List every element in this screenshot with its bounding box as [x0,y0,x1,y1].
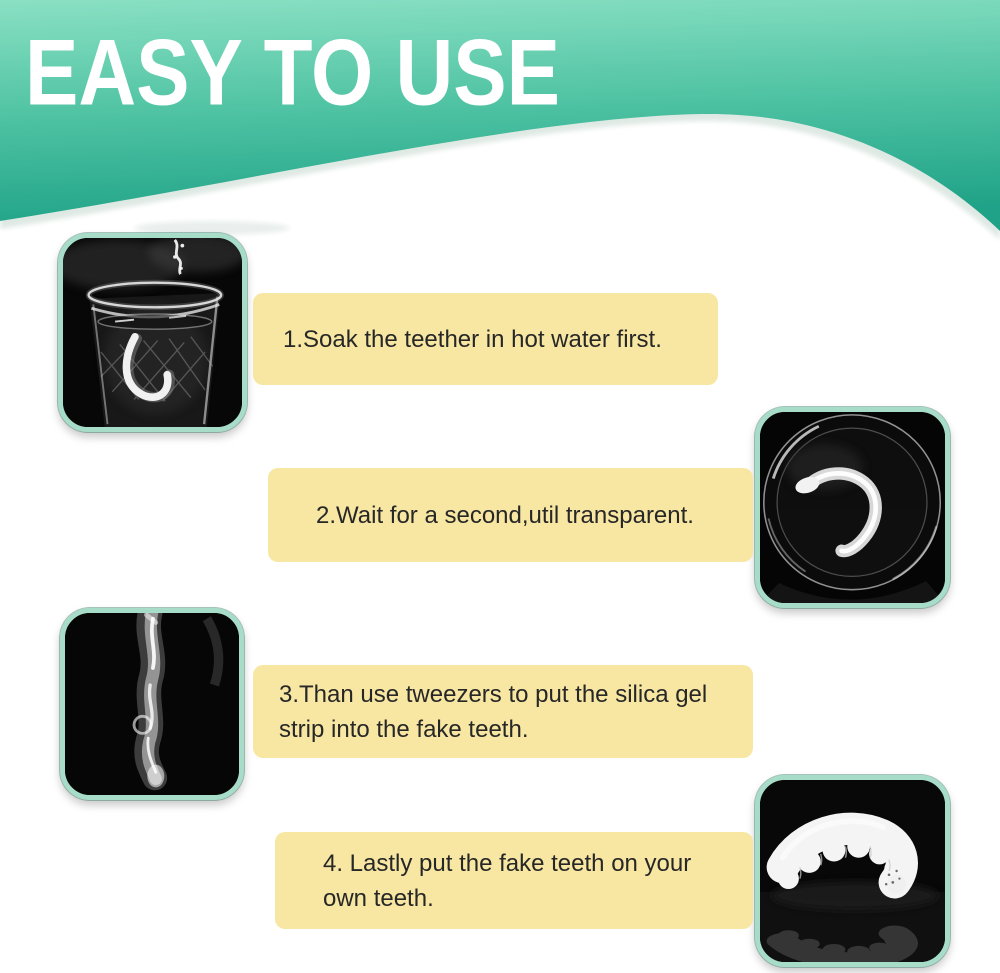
step2-photo [755,407,950,608]
step2-note-text: 2.Wait for a second,util transparent. [316,501,694,529]
step3-photo [60,608,244,800]
fake-teeth-illustration [760,780,945,962]
glass-hot-water-illustration [63,238,242,427]
step1-photo [58,233,247,432]
page-title: EASY TO USE [25,20,560,125]
step3-note-text: 3.Than use tweezers to put the silica gel strip into the fake teeth. [279,680,708,743]
step4-note-text: 4. Lastly put the fake teeth on your own teeth. [323,849,692,912]
silica-strip-illustration [65,613,239,795]
glass-top-view-illustration [760,412,945,603]
step4-photo [755,775,950,967]
header-banner [0,0,1000,270]
step1-note [253,293,718,385]
step3-note [253,665,753,758]
step4-note [275,832,753,929]
step2-note [268,468,753,562]
step1-note-text: 1.Soak the teether in hot water first. [283,325,662,353]
